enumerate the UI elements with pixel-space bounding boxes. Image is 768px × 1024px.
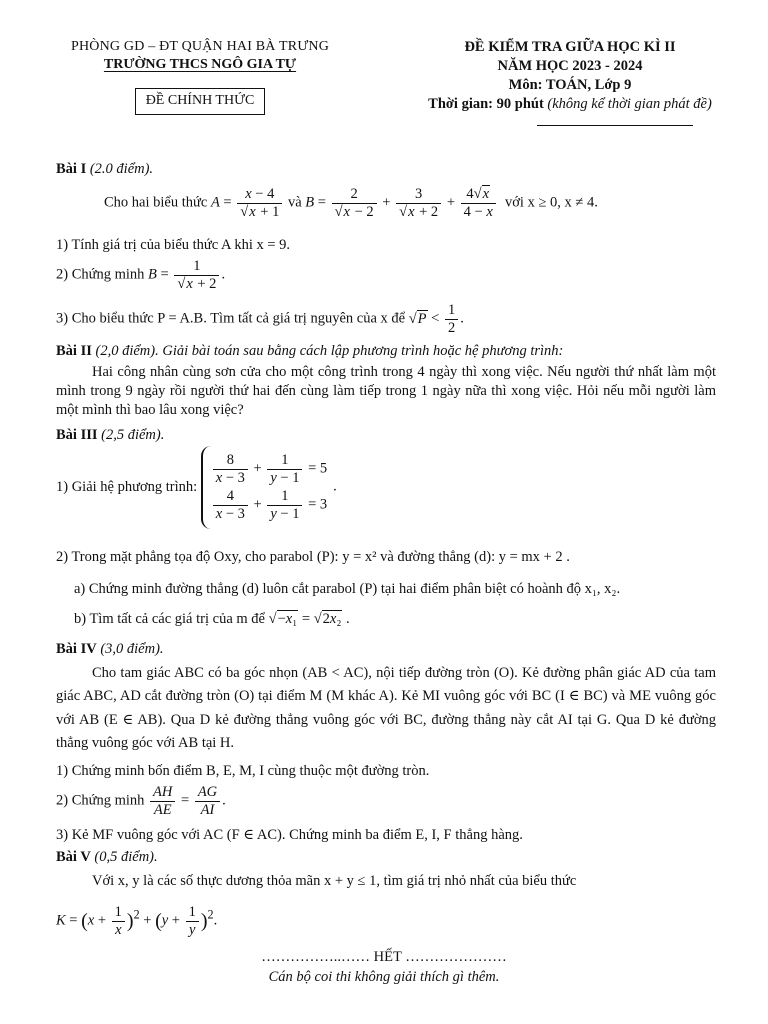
bai4-title: Bài IV — [56, 641, 97, 657]
header-left — [30, 38, 370, 115]
bai2-title: Bài II — [56, 343, 92, 359]
fraction-half: $\frac{1}{2}$ — [445, 302, 458, 336]
bai4-q2-text: 2) Chứng minh — [56, 792, 145, 809]
bai1-condition: với x ≥ 0, x ≠ 4. — [505, 194, 598, 211]
bai3-points: (2,5 điểm). — [101, 427, 165, 443]
bai1-intro: Cho hai biểu thức A = $\frac{x - 4}{√x + 1}$ và B = $\frac{2}{√x - 2}$ + $\frac{3}{√x + 2}$ + $\frac{4√x}{4 - x}$ với x ≥ 0, x ≠ 4. — [104, 186, 598, 220]
bai1-q3-end: . — [460, 310, 464, 327]
header-rule — [537, 125, 693, 126]
bai5-heading — [56, 848, 158, 867]
fraction-A: $\frac{x - 4}{√x + 1}$ — [237, 186, 282, 220]
bai5-text: Với x, y là các số thực dương thỏa mãn x + y ≤ 1, tìm giá trị nhỏ nhất của biểu thức — [92, 873, 577, 889]
bai3-q2b: b) Tìm tất cả các giá trị của m để √−x₁ = √2x₂ . — [74, 611, 350, 627]
equation-system: $\frac{8}{x - 3}$ + $\frac{1}{y - 1}$ = 5 $\frac{4}{x - 3}$ + $\frac{1}{y - 1}$ = 3 — [201, 446, 333, 529]
bai3-q1-text: 1) Giải hệ phương trình: — [56, 478, 198, 495]
fraction-AH-AE: $\frac{AH}{AE}$ — [150, 784, 175, 818]
time-label: Thời gian: 90 phút — [428, 95, 544, 112]
bai1-q3-text: 3) Cho biểu thức P = A.B. Tìm tất cả giá trị nguyên của x để — [56, 310, 406, 327]
school-year: NĂM HỌC 2023 - 2024 — [497, 57, 643, 74]
time-line — [380, 95, 760, 114]
bai3-q2: 2) Trong mặt phẳng tọa độ Oxy, cho parabol (P): y = x² và đường thẳng (d): y = mx + 2 . — [56, 549, 570, 565]
school-name: TRƯỜNG THCS NGÔ GIA TỰ — [103, 57, 297, 73]
subject: Môn: TOÁN, Lớp 9 — [508, 76, 632, 93]
bai2-points: (2,0 điểm). Giải bài toán sau bằng cách lập phương trình hoặc hệ phương trình: — [95, 343, 564, 359]
bai1-and: và — [287, 194, 302, 211]
bai4-points: (3,0 điểm). — [100, 641, 164, 657]
bai4-q1: 1) Chứng minh bốn điểm B, E, M, I cùng thuộc một đường tròn. — [56, 763, 430, 779]
bai4-q3: 3) Kẻ MF vuông góc với AC (F ∈ AC). Chứng minh ba điểm E, I, F thẳng hàng. — [56, 827, 523, 843]
bai1-q3: 3) Cho biểu thức P = A.B. Tìm tất cả giá trị nguyên của x để √P < $\frac{1}{2}$ . — [56, 302, 464, 336]
bai2-heading — [56, 342, 756, 361]
bai5-points: (0,5 điểm). — [94, 849, 158, 865]
fraction-B2: $\frac{3}{√x + 2}$ — [396, 186, 441, 220]
official-label: ĐỀ CHÍNH THỨC — [135, 88, 266, 114]
proctor-note: Cán bộ coi thi không giải thích gì thêm. — [268, 969, 500, 985]
bai4-q2: 2) Chứng minh $\frac{AH}{AE}$ = $\frac{AG}{AI}$ . — [56, 784, 226, 818]
end-marker: ……………..…… HẾT ………………… — [261, 949, 507, 965]
bai4-text: Cho tam giác ABC có ba góc nhọn (AB < AC), nội tiếp đường tròn (O). Kẻ đường phân giác AD của tam giác ABC, AD cắt đường tròn (O) tại điểm M (M khác A). Kẻ MI vuông góc với BC (I ∈ BC) và ME vuông góc với AB (E ∈ AB). Qua D kẻ đường thẳng vuông góc với BC, đường thẳng này cắt AI tại G. Qua D kẻ đường thẳng vuông góc với AB tại H. — [56, 665, 716, 752]
exam-title: ĐỀ KIỂM TRA GIỮA HỌC KÌ II — [464, 39, 676, 55]
fraction-B-result: $\frac{1}{√x + 2}$ — [174, 258, 219, 292]
bai3-q2b-text: b) Tìm tất cả các giá trị của m để — [74, 611, 265, 627]
bai2-text: Hai công nhân cùng sơn cửa cho một công trình trong 4 ngày thì xong việc. Nếu người thứ nhất làm một mình trong 9 ngày rồi người thứ hai đến cùng làm tiếp trong 1 ngày nữa thì xong việc. Hỏi nếu mỗi người làm một mình thì bao lâu xong việc? — [56, 364, 716, 418]
fraction-AG-AI: $\frac{AG}{AI}$ — [195, 784, 220, 818]
header-right — [380, 38, 760, 113]
department-name: PHÒNG GD – ĐT QUẬN HAI BÀ TRƯNG — [70, 39, 330, 54]
bai1-points: (2.0 điểm). — [89, 161, 154, 177]
bai1-intro-text: Cho hai biểu thức — [104, 194, 208, 211]
bai3-title: Bài III — [56, 427, 98, 443]
bai1-title: Bài I — [56, 161, 87, 177]
bai1-q2-text: 2) Chứng minh — [56, 266, 145, 283]
bai1-heading — [56, 160, 153, 179]
bai4-heading — [56, 640, 164, 659]
bai3-q1: 1) Giải hệ phương trình: $\frac{8}{x - 3}$ + $\frac{1}{y - 1}$ = 5 $\frac{4}{x - 3}$ + $\frac{1}{y - 1}$ = 3 . — [56, 446, 337, 529]
bai1-q2: 2) Chứng minh B = $\frac{1}{√x + 2}$ . — [56, 258, 226, 292]
bai5-title: Bài V — [56, 849, 91, 865]
bai3-q2a: a) Chứng minh đường thẳng (d) luôn cắt parabol (P) tại hai điểm phân biệt có hoành độ x₁, x₂. — [74, 581, 621, 597]
bai1-q1: 1) Tính giá trị của biểu thức A khi x = 9. — [56, 237, 291, 253]
fraction-B1: $\frac{2}{√x - 2}$ — [332, 186, 377, 220]
time-note: (không kể thời gian phát đề) — [547, 95, 712, 112]
bai3-heading — [56, 426, 164, 445]
bai5-expression: K = (x + $\frac{1}{x}$ )$^2$ + (y + $\frac{1}{y}$ )$^2$. — [56, 904, 218, 938]
fraction-B3: $\frac{4√x}{4 - x}$ — [461, 186, 496, 220]
